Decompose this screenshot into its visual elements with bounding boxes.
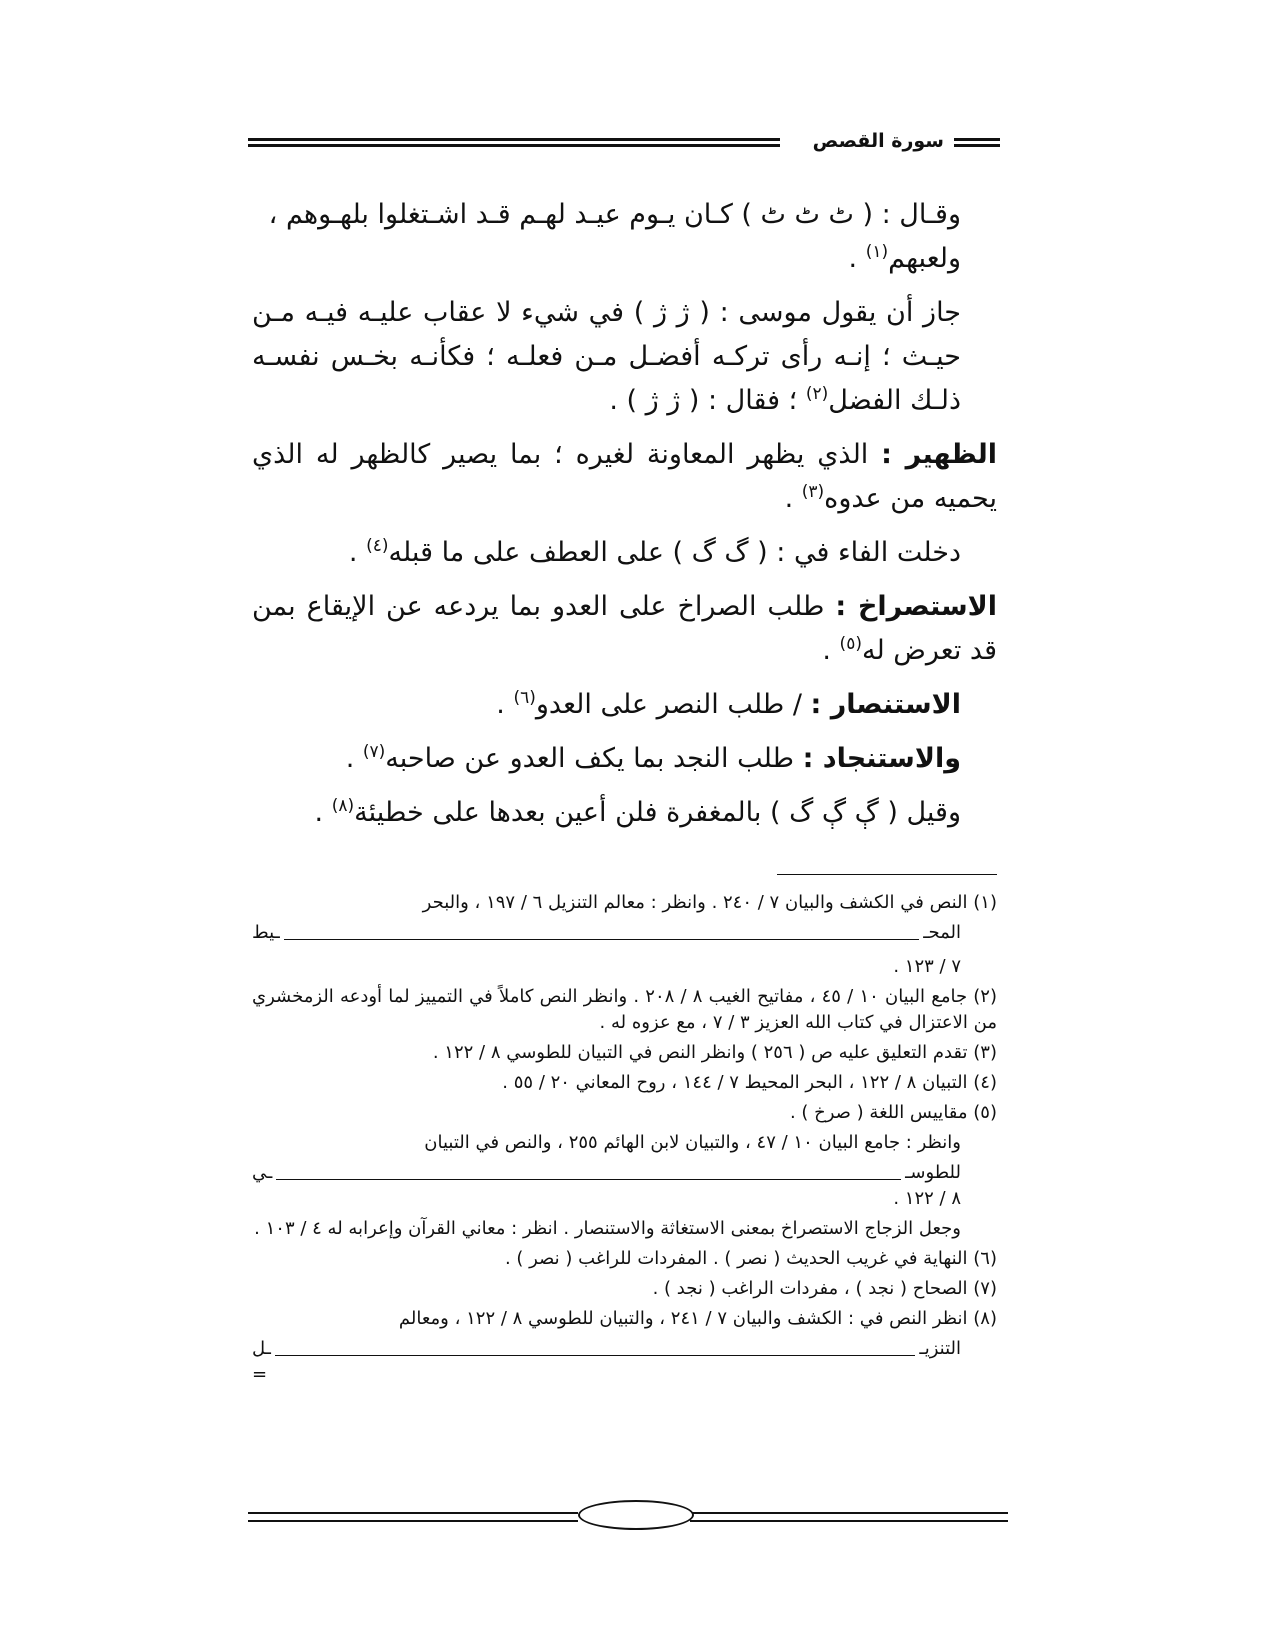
paragraph-3: الظهير : الذي يظهر المعاونة لغيره ؛ بما يصير كالظهر له الذي يحميه من عدوه$^{(٣)}$ . (252, 439, 997, 514)
footnotes (252, 890, 997, 1392)
footnote-ref-1: (١) (865, 242, 889, 262)
term-istinjad: والاستنجاد : (802, 743, 961, 774)
footnote-ref-8: (٨) (331, 796, 355, 816)
footer-rule-left (248, 1512, 578, 1522)
footnote-ref-3: (٣) (801, 482, 825, 502)
page-number-oval (578, 1500, 694, 1530)
header-rule-right (954, 138, 1000, 141)
footnote-7: (٧) الصحاح ( نجد ) ، مفردات الراغب ( نجد ) . (652, 1278, 997, 1299)
footnote-8: (٨) انظر النص في : الكشف والبيان ٧ / ٢٤١ ، والتبيان للطوسي ٨ / ١٢٢ ، ومعالم (398, 1308, 997, 1329)
footnote-1: (١) النص في الكشف والبيان ٧ / ٢٤٠ . وانظر : معالم التنزيل ٦ / ١٩٧ ، والبحر (422, 892, 997, 913)
paragraph-2: جاز أن يقول موسى : ( ژ ژ ) في شيء لا عقاب عليـه فيـه مـن حيـث ؛ إنـه رأى تركـه أفضـل مـن فعلـه ؛ فكأنـه بخـس نفسـه ذلـك الفضل$^{(٢)}$ ؛ فقال : ( ژ ژ ) . (252, 297, 961, 416)
kashida-line (275, 1355, 916, 1356)
footnote-4: (٤) التبيان ٨ / ١٢٢ ، البحر المحيط ٧ / ١٤٤ ، روح المعاني ٢٠ / ٥٥ . (502, 1072, 997, 1093)
paragraph-5: الاستصراخ : طلب الصراخ على العدو بما يردعه عن الإيقاع بمن قد تعرض له$^{(٥)}$ . (252, 591, 997, 666)
footnote-5-continuation: للطوسـ ـي (252, 1162, 961, 1183)
footnote-5-end: ٨ / ١٢٢ . (893, 1188, 961, 1209)
page-footer-ornament (248, 1500, 1008, 1530)
paragraph-8: وقيل ( ڳ ڳ گ ) بالمغفرة فلن أعين بعدها على خطيئة$^{(٨)}$ . (314, 796, 961, 828)
footnote-5-zajjaj: وجعل الزجاج الاستصراخ بمعنى الاستغاثة والاستنصار . انظر : معاني القرآن وإعرابه له ٤ / ١٠٣ . (254, 1218, 961, 1239)
paragraph-1: وقـال : ( ٹ ٹ ٹ ) كـان يـوم عيـد لهـم قـد اشـتغلوا بلهـوهم ، ولعبهم$^{(١)}$ . (268, 199, 961, 274)
term-istinsar: الاستنصار : (810, 689, 961, 720)
footnote-5-see: وانظر : جامع البيان ١٠ / ٤٧ ، والتبيان لابن الهائم ٢٥٥ ، والنص في التبيان (424, 1132, 961, 1153)
footnote-ref-6: (٦) (513, 688, 536, 708)
header-rule-left-lower (248, 144, 780, 147)
main-text (252, 193, 997, 845)
footnote-ref-5: (٥) (839, 634, 862, 654)
footnote-3: (٣) تقدم التعليق عليه ص ( ٢٥٦ ) وانظر النص في التبيان للطوسي ٨ / ١٢٢ . (432, 1042, 997, 1063)
term-istisrakh: الاستصراخ : (835, 591, 997, 622)
continuation-mark: = (252, 1364, 268, 1385)
running-header (248, 132, 1000, 154)
footnote-5: (٥) مقاييس اللغة ( صرخ ) . (789, 1102, 997, 1123)
footnote-ref-7: (٧) (362, 742, 386, 762)
footnote-1-continuation: المحـ ـيط (252, 922, 961, 943)
footer-rule-right (690, 1512, 1008, 1522)
footnote-1-end: ٧ / ١٢٣ . (893, 956, 961, 977)
footnote-ref-2: (٢) (805, 384, 829, 404)
footnote-2: (٢) جامع البيان ١٠ / ٤٥ ، مفاتيح الغيب ٨ / ٢٠٨ . وانظر النص كاملاً في التمييز لما أودعه الزمخشري من الاعتزال في كتاب الله العزيز ٣ / ٧ ، مع عزوه له . (252, 986, 997, 1033)
paragraph-4: دخلت الفاء في : ( گ گ ) على العطف على ما قبله$^{(٤)}$ . (348, 536, 961, 568)
header-rule-right-lower (954, 144, 1000, 147)
header-rule-left (248, 138, 780, 141)
paragraph-7: والاستنجاد : طلب النجد بما يكف العدو عن صاحبه$^{(٧)}$ . (345, 742, 961, 774)
footnote-6: (٦) النهاية في غريب الحديث ( نصر ) . المفردات للراغب ( نصر ) . (504, 1248, 997, 1269)
kashida-line (284, 939, 919, 940)
footnote-ref-4: (٤) (366, 536, 389, 556)
footnote-8-continuation: التنزيـ ـل (252, 1338, 961, 1359)
paragraph-6: الاستنصار : / طلب النصر على العدو$^{(٦)}$ . (496, 688, 961, 720)
footnote-separator (777, 874, 997, 875)
kashida-line (276, 1179, 901, 1180)
term-zahir: الظهير : (881, 439, 997, 470)
chapter-title: سورة القصص (812, 130, 944, 152)
